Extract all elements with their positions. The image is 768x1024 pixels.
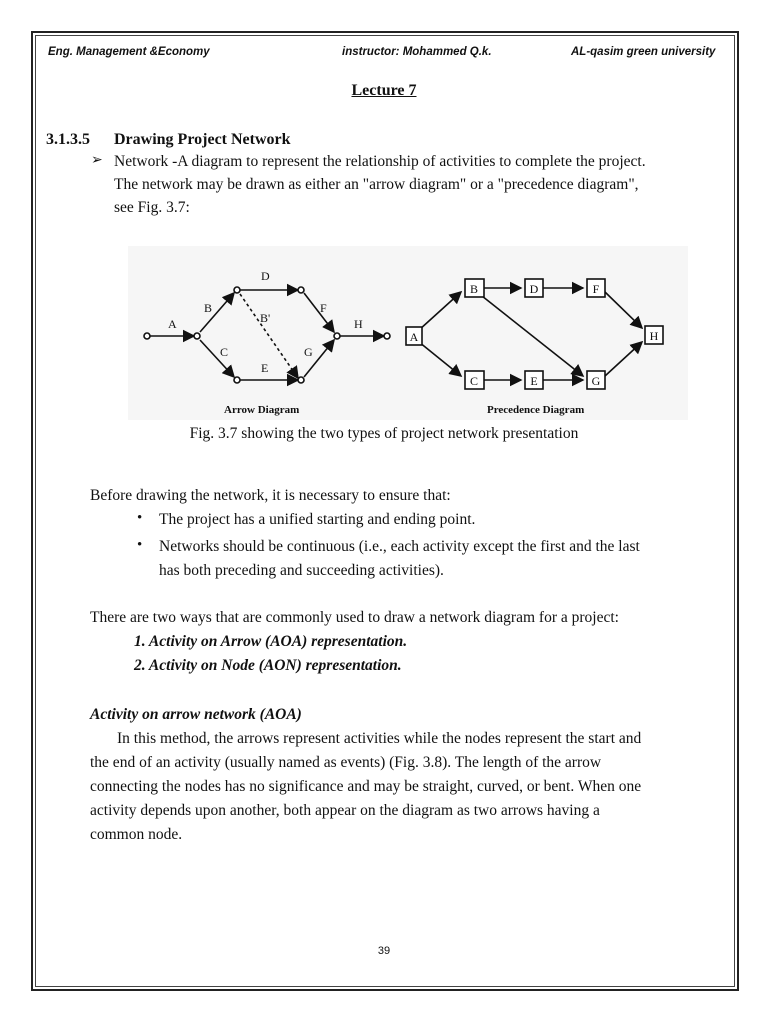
- arrow-bullet-icon: ➢: [91, 153, 103, 168]
- aoa-label-b: B: [204, 301, 213, 315]
- precedence-diagram-label: Precedence Diagram: [487, 404, 585, 416]
- header-course: Eng. Management &Economy: [48, 46, 210, 58]
- aoa-label-e: E: [261, 361, 269, 375]
- network-definition-line-3: see Fig. 3.7:: [114, 199, 190, 216]
- figure-3-7: [128, 246, 688, 420]
- figure-caption: Fig. 3.7 showing the two types of project network presentation: [189, 425, 579, 442]
- aon-node-d: D: [529, 282, 539, 296]
- arrow-diagram-label: Arrow Diagram: [224, 404, 300, 416]
- section-number: 3.1.3.5: [46, 131, 90, 148]
- aon-node-b: B: [469, 282, 479, 296]
- aon-node-f: F: [592, 282, 600, 296]
- aoa-line-3: connecting the nodes has no significance and may be straight, curved, or bent. When one: [90, 778, 642, 795]
- aoa-heading: Activity on arrow network (AOA): [90, 706, 302, 723]
- aoa-label-d: D: [261, 269, 270, 283]
- aoa-line-1: In this method, the arrows represent activities while the nodes represent the start and: [117, 730, 642, 747]
- aon-node-e: E: [530, 374, 538, 388]
- header-instructor: instructor: Mohammed Q.k.: [342, 46, 492, 58]
- aoa-label-c: C: [220, 345, 229, 359]
- aoa-label-f: F: [320, 301, 327, 315]
- aoa-label-a: A: [168, 317, 177, 331]
- header-university: AL-qasim green university: [571, 46, 716, 58]
- before-item-2-line-1: Networks should be continuous (i.e., each activity except the first and the last: [159, 538, 640, 555]
- before-item-1: The project has a unified starting and ending point.: [159, 511, 476, 528]
- aoa-label-g: G: [304, 345, 313, 359]
- aon-node-g: G: [591, 374, 601, 388]
- network-definition-line-2: The network may be drawn as either an "arrow diagram" or a "precedence diagram",: [114, 176, 639, 193]
- way-aoa: 1. Activity on Arrow (AOA) representation.: [134, 633, 408, 650]
- bullet-dot-icon: •: [137, 510, 143, 526]
- aon-node-a: A: [409, 330, 419, 344]
- way-aon: 2. Activity on Node (AON) representation.: [134, 657, 402, 674]
- aoa-line-5: common node.: [90, 826, 183, 843]
- bullet-dot-icon: •: [137, 537, 143, 553]
- precedence-diagram: [419, 288, 642, 380]
- page-number: 39: [377, 945, 391, 957]
- before-intro: Before drawing the network, it is necessary to ensure that:: [90, 487, 451, 504]
- before-item-2-line-2: has both preceding and succeeding activities).: [159, 562, 444, 579]
- aoa-label-b-prime: B': [260, 311, 271, 325]
- ways-intro: There are two ways that are commonly used to draw a network diagram for a project:: [90, 609, 619, 626]
- lecture-title: Lecture 7: [351, 82, 417, 99]
- aon-node-c: C: [469, 374, 479, 388]
- section-title: Drawing Project Network: [114, 131, 291, 148]
- aon-node-h: H: [649, 329, 659, 343]
- aoa-label-h: H: [354, 317, 363, 331]
- aoa-line-2: the end of an activity (usually named as events) (Fig. 3.8). The length of the arrow: [90, 754, 602, 771]
- aoa-line-4: activity depends upon another, both appear on the diagram as two arrows having a: [90, 802, 600, 819]
- network-definition-line-1: Network -A diagram to represent the relationship of activities to complete the project.: [114, 153, 646, 170]
